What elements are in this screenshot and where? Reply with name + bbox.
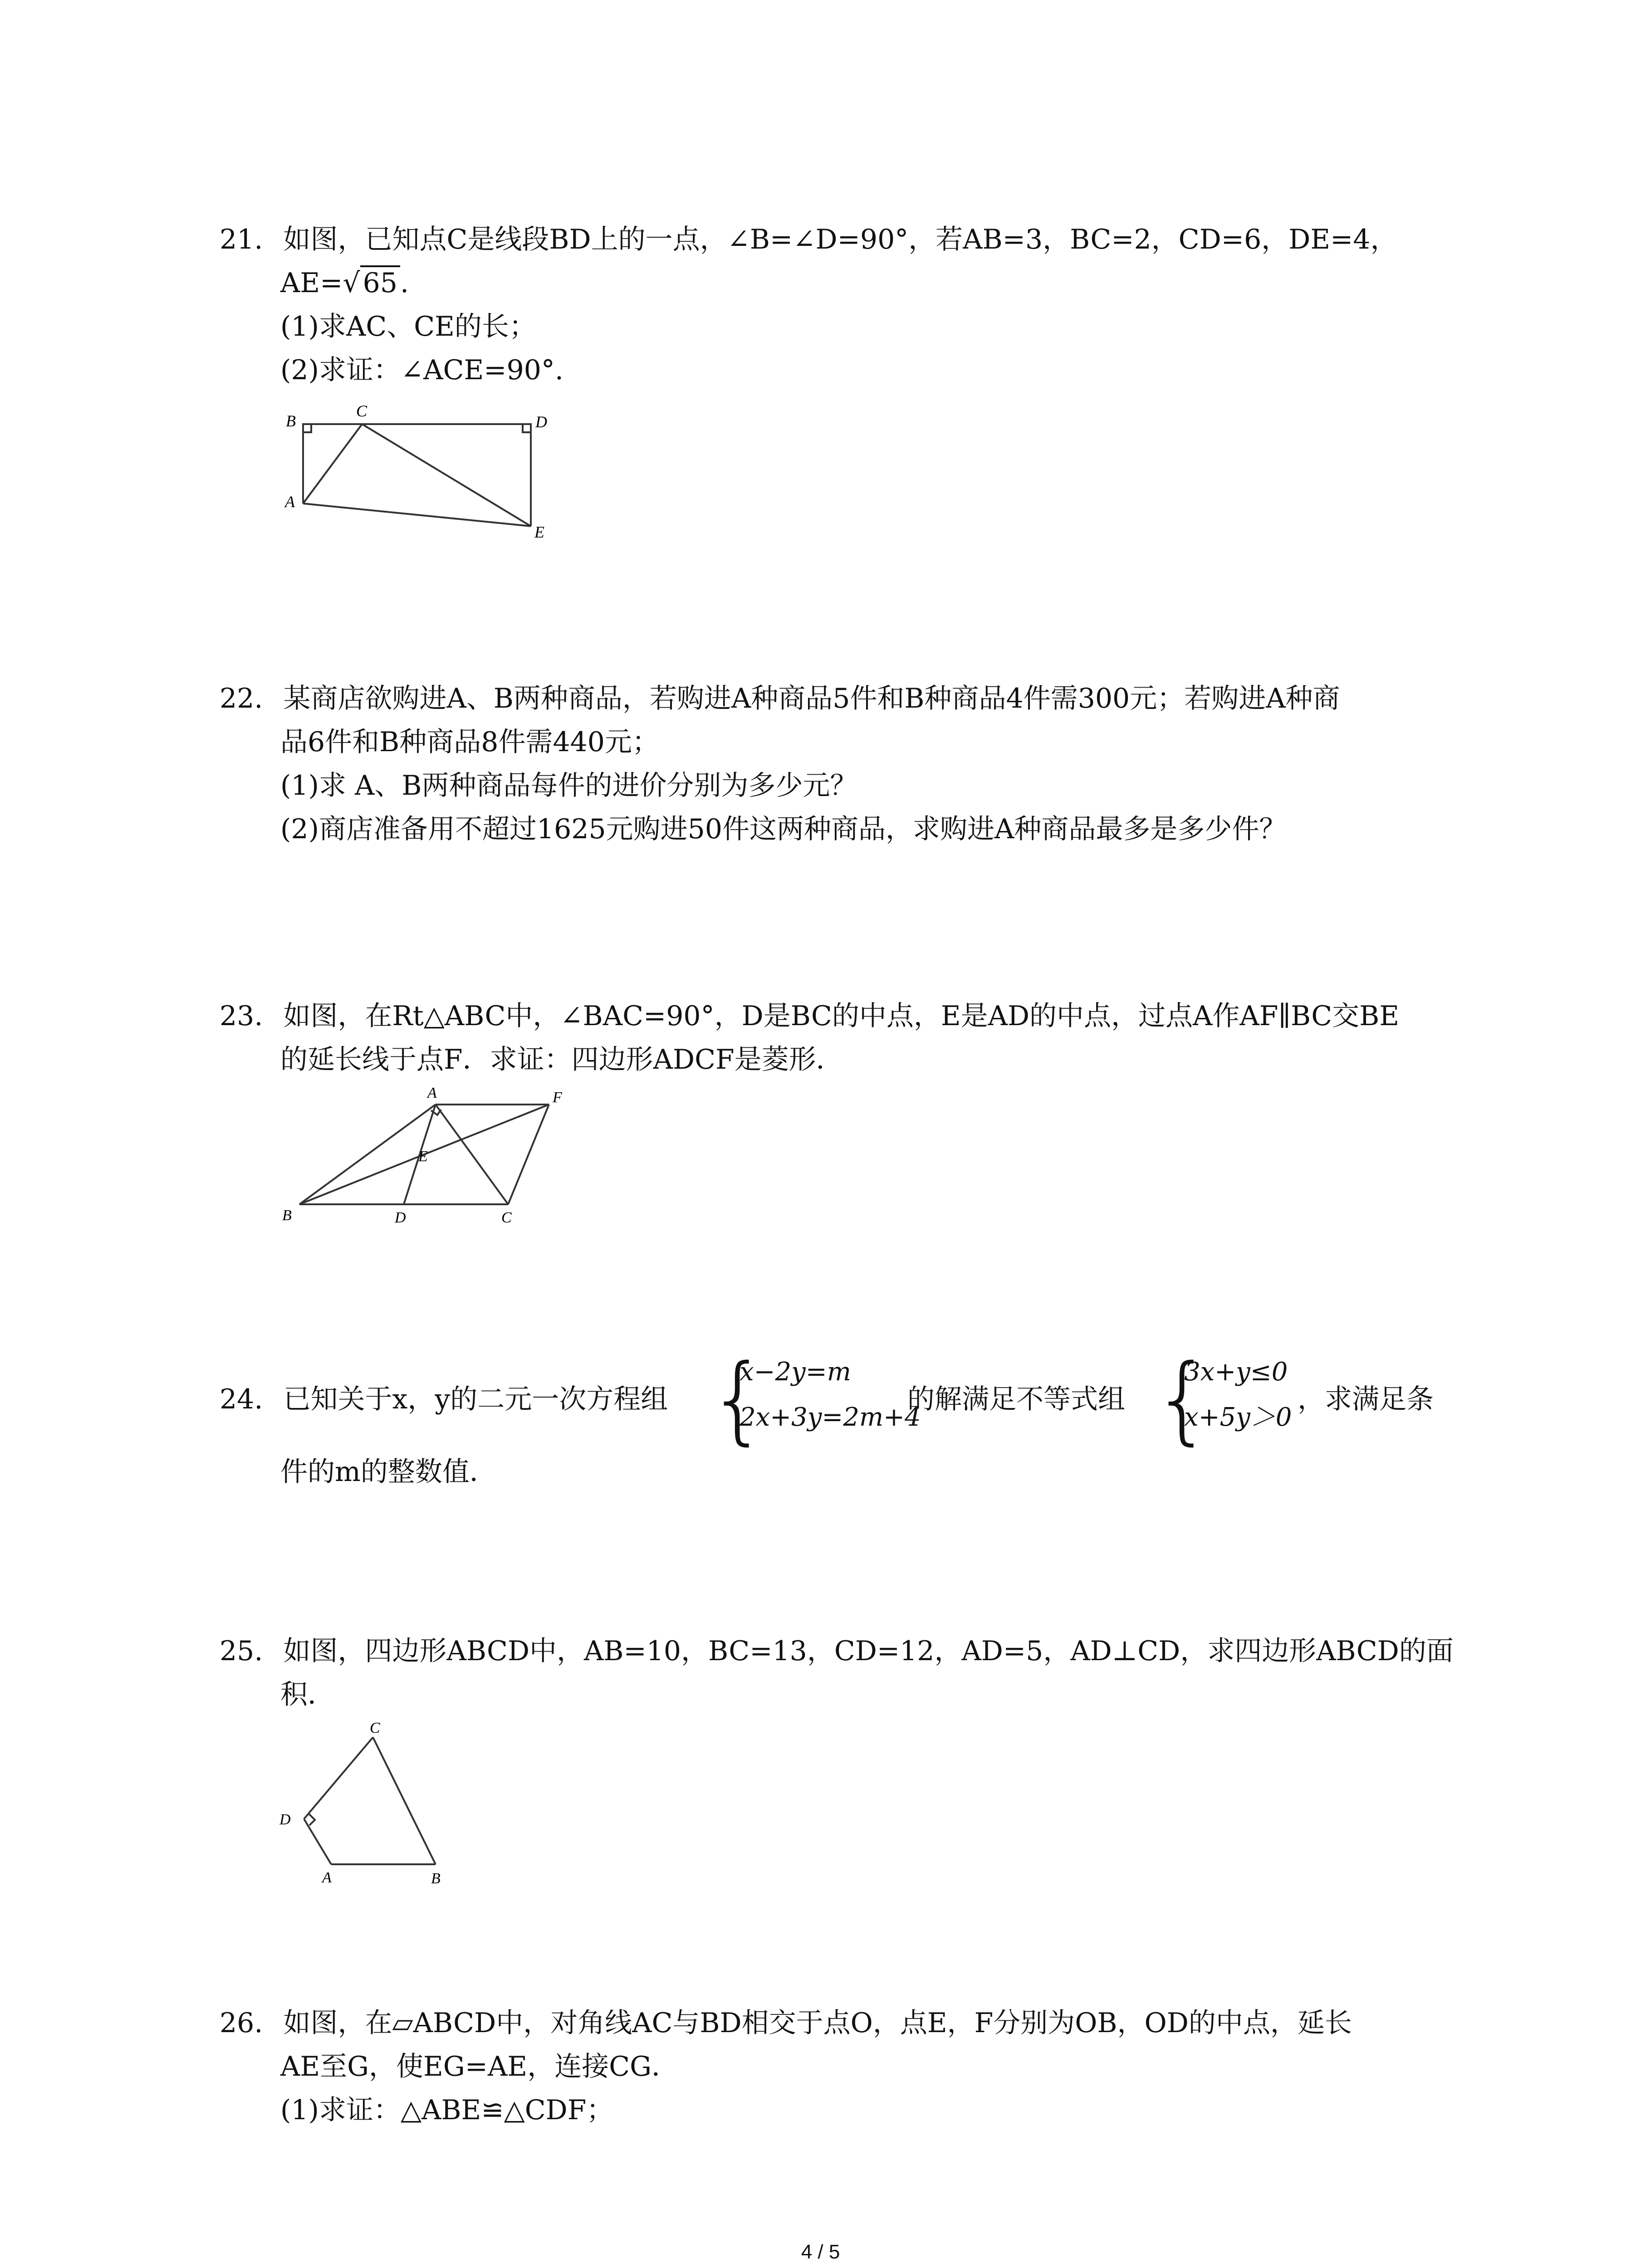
- q26-part1: (1)求证：△ABE≌△CDF；: [280, 2094, 614, 2126]
- q24-brace-2: {: [1152, 1344, 1213, 1455]
- q21-label-a: A: [285, 493, 295, 511]
- q23-figure: [272, 1084, 590, 1234]
- q21-figure: [277, 399, 567, 549]
- q25-text-line1: 如图，四边形ABCD中，AB=10，BC=13，CD=12，AD=5，AD⊥CD，求四边形ABCD的面: [283, 1635, 1454, 1667]
- q22-part2: (2)商店准备用不超过1625元购进50件这两种商品，求购进A种商品最多是多少件？: [280, 813, 1287, 845]
- q24-eq2: 2x+3y=2m+4: [740, 1403, 921, 1432]
- q24-text-c: ，求满足条: [1298, 1383, 1434, 1415]
- q26-number: 26.: [220, 2007, 263, 2039]
- q23-label-f: F: [553, 1089, 562, 1106]
- q24-brace-1: {: [708, 1344, 769, 1455]
- q21-part1: (1)求AC、CE的长；: [280, 311, 536, 342]
- q22-number: 22.: [220, 683, 263, 714]
- q25-label-a: A: [322, 1869, 332, 1886]
- page-number: 4 / 5: [801, 2241, 840, 2263]
- q21-label-b: B: [286, 412, 296, 430]
- q21-label-c: C: [356, 402, 367, 420]
- q23-text-line2: 的延长线于点F．求证：四边形ADCF是菱形．: [280, 1044, 843, 1075]
- q21-line2: [280, 265, 409, 301]
- q23-label-e: E: [418, 1148, 428, 1165]
- q22-text-line2: 品6件和B种商品8件需440元；: [280, 726, 659, 758]
- q25-figure: [272, 1719, 463, 1892]
- q21-text-line1: 如图，已知点C是线段BD上的一点，∠B=∠D=90°，若AB=3，BC=2，CD=6，DE=4，: [283, 224, 1398, 255]
- q25-label-c: C: [370, 1720, 380, 1736]
- q26-line1: [220, 2005, 1352, 2041]
- q24-ineq1: 3x+y≤0: [1184, 1357, 1288, 1387]
- q24-text-a: 已知关于x，y的二元一次方程组: [283, 1383, 668, 1415]
- q23-text-line1: 如图，在Rt△ABC中，∠BAC=90°，D是BC的中点，E是AD的中点，过点A作AF∥BC交BE: [283, 1000, 1400, 1032]
- q22-part1: (1)求 A、B两种商品每件的进价分别为多少元？: [280, 770, 857, 802]
- q21-line1: [220, 221, 1398, 258]
- q23-number: 23.: [220, 1000, 263, 1032]
- q21-label-e: E: [534, 523, 544, 541]
- q23-label-d: D: [395, 1209, 406, 1226]
- q22-text-line1: 某商店欲购进A、B两种商品，若购进A种商品5件和B种商品4件需300元；若购进A种商: [283, 683, 1340, 714]
- q23-line1: [220, 998, 1399, 1034]
- q25-line1: [220, 1633, 1454, 1669]
- q25-label-b: B: [431, 1870, 441, 1887]
- q24-eq1: x−2y=m: [740, 1357, 851, 1387]
- q23-label-c: C: [501, 1209, 512, 1226]
- q25-number: 25.: [220, 1635, 263, 1667]
- q21-number: 21.: [220, 224, 263, 255]
- q21-sqrt-value: 65: [360, 265, 400, 299]
- q23-label-b: B: [282, 1207, 292, 1224]
- q24-line1: [220, 1381, 668, 1418]
- sqrt-symbol: √ 65: [343, 265, 400, 301]
- q25-text-line2: 积．: [280, 1679, 335, 1711]
- q26-text-line2: AE至G，使EG=AE，连接CG．: [280, 2051, 679, 2082]
- q24-text-b: 的解满足不等式组: [907, 1383, 1125, 1415]
- q24-ineq2: x+5y＞0: [1184, 1403, 1292, 1432]
- q21-label-d: D: [535, 413, 547, 431]
- q25-label-d: D: [279, 1811, 291, 1828]
- q21-ae-end: .: [400, 267, 409, 299]
- q21-part2: (2)求证：∠ACE=90°.: [280, 354, 563, 386]
- q21-ae-label: AE=: [280, 267, 343, 299]
- q24-number: 24.: [220, 1383, 263, 1415]
- q26-text-line1: 如图，在▱ABCD中，对角线AC与BD相交于点O，点E，F分别为OB，OD的中点，延长: [283, 2007, 1352, 2039]
- q22-line1: [220, 680, 1340, 717]
- q24-text-line2: 件的m的整数值．: [280, 1456, 497, 1488]
- q23-label-a: A: [427, 1085, 437, 1101]
